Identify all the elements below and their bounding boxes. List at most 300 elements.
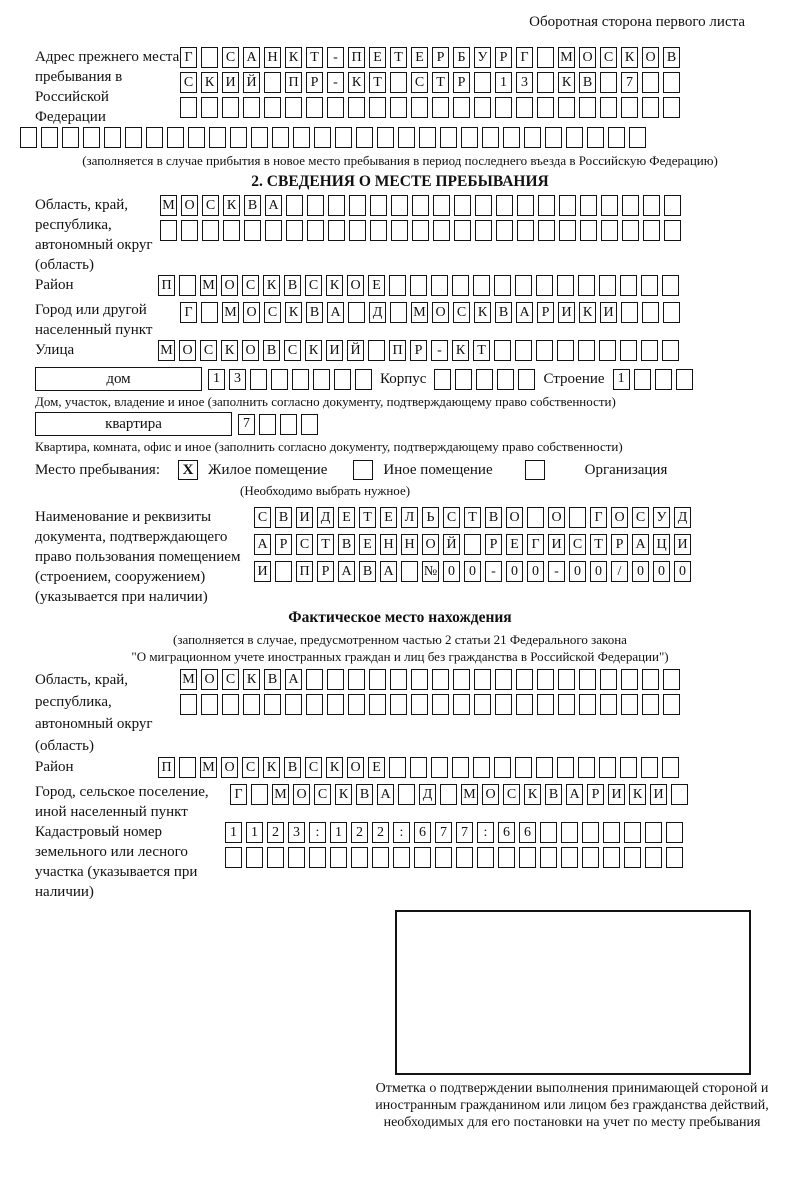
char-box[interactable] [167,127,184,148]
char-box[interactable] [62,127,79,148]
char-box[interactable] [222,97,239,118]
char-box[interactable] [474,694,491,715]
char-box[interactable]: А [254,534,271,555]
char-box[interactable] [401,561,418,582]
char-box[interactable] [288,847,305,868]
char-box[interactable]: С [254,507,271,528]
char-box[interactable] [557,340,574,361]
char-box[interactable] [474,97,491,118]
char-box[interactable] [246,847,263,868]
char-box[interactable]: Р [587,784,604,805]
char-box[interactable]: 1 [225,822,242,843]
char-box[interactable]: Р [306,72,323,93]
char-box[interactable] [536,275,553,296]
char-box[interactable]: Т [473,340,490,361]
char-box[interactable]: Г [230,784,247,805]
char-box[interactable]: М [200,275,217,296]
char-box[interactable]: 7 [238,414,255,435]
char-box[interactable] [370,220,387,241]
char-box[interactable]: О [242,340,259,361]
char-box[interactable] [473,275,490,296]
char-box[interactable] [600,694,617,715]
char-box[interactable] [412,220,429,241]
char-box[interactable] [495,694,512,715]
char-box[interactable] [454,195,471,216]
char-box[interactable]: 1 [495,72,512,93]
char-box[interactable]: К [558,72,575,93]
char-box[interactable] [634,369,651,390]
char-box[interactable] [160,220,177,241]
char-box[interactable] [578,275,595,296]
char-box[interactable]: С [632,507,649,528]
char-box[interactable] [265,220,282,241]
char-box[interactable]: 6 [414,822,431,843]
char-box[interactable] [621,302,638,323]
char-box[interactable]: В [306,302,323,323]
char-box[interactable] [223,220,240,241]
char-box[interactable]: М [158,340,175,361]
char-box[interactable]: П [158,275,175,296]
char-box[interactable] [537,97,554,118]
char-box[interactable]: Д [674,507,691,528]
char-box[interactable]: Д [369,302,386,323]
char-box[interactable] [179,757,196,778]
char-box[interactable]: В [485,507,502,528]
checkbox-residential[interactable]: X [178,460,198,480]
char-box[interactable] [600,669,617,690]
char-box[interactable] [348,669,365,690]
char-box[interactable] [272,127,289,148]
char-box[interactable]: У [653,507,670,528]
char-box[interactable]: В [663,47,680,68]
char-box[interactable] [663,72,680,93]
char-box[interactable] [348,97,365,118]
char-box[interactable] [328,220,345,241]
char-box[interactable] [642,669,659,690]
char-box[interactable]: Т [317,534,334,555]
char-box[interactable] [663,302,680,323]
char-box[interactable] [181,220,198,241]
char-box[interactable] [327,97,344,118]
char-box[interactable] [222,694,239,715]
char-box[interactable]: К [348,72,365,93]
char-box[interactable]: 0 [443,561,460,582]
char-box[interactable]: 3 [229,369,246,390]
char-box[interactable] [440,784,457,805]
char-box[interactable] [580,220,597,241]
char-box[interactable] [524,127,541,148]
char-box[interactable] [538,220,555,241]
char-box[interactable]: - [431,340,448,361]
char-box[interactable] [180,97,197,118]
char-box[interactable]: Д [317,507,334,528]
char-box[interactable] [559,220,576,241]
char-box[interactable]: 0 [569,561,586,582]
char-box[interactable]: К [221,340,238,361]
char-box[interactable] [621,669,638,690]
char-box[interactable] [515,340,532,361]
char-box[interactable] [432,97,449,118]
char-box[interactable]: К [629,784,646,805]
char-box[interactable] [453,694,470,715]
char-box[interactable]: В [545,784,562,805]
char-box[interactable] [455,369,472,390]
char-box[interactable] [666,847,683,868]
char-box[interactable]: С [305,757,322,778]
char-box[interactable] [624,822,641,843]
char-box[interactable] [434,369,451,390]
char-box[interactable]: О [347,275,364,296]
char-box[interactable]: С [222,47,239,68]
char-box[interactable] [561,847,578,868]
char-box[interactable] [264,72,281,93]
char-box[interactable] [411,97,428,118]
char-box[interactable] [582,822,599,843]
char-box[interactable] [391,220,408,241]
char-box[interactable] [540,822,557,843]
char-box[interactable] [601,195,618,216]
char-box[interactable] [201,47,218,68]
char-box[interactable]: А [377,784,394,805]
char-box[interactable] [475,220,492,241]
char-box[interactable]: К [223,195,240,216]
char-box[interactable] [545,127,562,148]
char-box[interactable] [414,847,431,868]
char-box[interactable] [301,414,318,435]
char-box[interactable] [537,669,554,690]
char-box[interactable] [275,561,292,582]
char-box[interactable]: А [338,561,355,582]
char-box[interactable]: 2 [351,822,368,843]
char-box[interactable] [474,72,491,93]
char-box[interactable] [328,195,345,216]
char-box[interactable]: Е [368,275,385,296]
char-box[interactable] [285,694,302,715]
char-box[interactable]: : [309,822,326,843]
char-box[interactable]: В [244,195,261,216]
char-box[interactable]: В [356,784,373,805]
char-box[interactable] [475,195,492,216]
char-box[interactable] [482,127,499,148]
char-box[interactable]: 0 [653,561,670,582]
char-box[interactable]: : [393,822,410,843]
char-box[interactable] [83,127,100,148]
char-box[interactable] [201,97,218,118]
char-box[interactable]: О [482,784,499,805]
char-box[interactable]: С [453,302,470,323]
char-box[interactable] [516,694,533,715]
char-box[interactable] [285,97,302,118]
char-box[interactable]: В [284,757,301,778]
char-box[interactable]: С [443,507,460,528]
char-box[interactable] [496,220,513,241]
char-box[interactable] [622,220,639,241]
char-box[interactable]: О [179,340,196,361]
char-box[interactable] [608,127,625,148]
char-box[interactable]: Д [419,784,436,805]
char-box[interactable]: О [432,302,449,323]
char-box[interactable]: С [242,275,259,296]
char-box[interactable]: С [314,784,331,805]
char-box[interactable] [642,72,659,93]
char-box[interactable] [370,195,387,216]
char-box[interactable]: П [348,47,365,68]
char-box[interactable] [264,694,281,715]
char-box[interactable] [440,127,457,148]
char-box[interactable]: Ц [653,534,670,555]
char-box[interactable]: Т [359,507,376,528]
char-box[interactable] [369,669,386,690]
char-box[interactable]: Й [243,72,260,93]
char-box[interactable] [433,220,450,241]
char-box[interactable] [390,694,407,715]
char-box[interactable] [558,669,575,690]
char-box[interactable]: К [243,669,260,690]
char-box[interactable] [432,669,449,690]
char-box[interactable] [41,127,58,148]
char-box[interactable]: Р [611,534,628,555]
char-box[interactable]: У [474,47,491,68]
char-box[interactable] [477,847,494,868]
char-box[interactable] [498,847,515,868]
char-box[interactable]: С [222,669,239,690]
char-box[interactable]: Р [410,340,427,361]
char-box[interactable] [313,369,330,390]
char-box[interactable]: М [200,757,217,778]
char-box[interactable] [390,97,407,118]
char-box[interactable]: И [222,72,239,93]
char-box[interactable] [368,340,385,361]
char-box[interactable] [645,822,662,843]
char-box[interactable] [411,669,428,690]
char-box[interactable]: П [389,340,406,361]
char-box[interactable]: О [221,275,238,296]
char-box[interactable] [663,694,680,715]
char-box[interactable]: И [600,302,617,323]
char-box[interactable] [389,757,406,778]
char-box[interactable]: А [243,47,260,68]
char-box[interactable]: 0 [674,561,691,582]
char-box[interactable]: П [158,757,175,778]
char-box[interactable] [517,195,534,216]
char-box[interactable] [620,757,637,778]
char-box[interactable]: В [579,72,596,93]
char-box[interactable] [515,757,532,778]
char-box[interactable] [464,534,481,555]
char-box[interactable] [327,669,344,690]
char-box[interactable] [578,757,595,778]
char-box[interactable] [389,275,406,296]
char-box[interactable] [495,97,512,118]
char-box[interactable] [496,195,513,216]
char-box[interactable]: Р [275,534,292,555]
char-box[interactable] [629,127,646,148]
char-box[interactable] [264,97,281,118]
char-box[interactable] [309,847,326,868]
char-box[interactable]: К [263,757,280,778]
char-box[interactable] [642,97,659,118]
char-box[interactable]: И [674,534,691,555]
char-box[interactable]: Т [390,47,407,68]
char-box[interactable] [453,97,470,118]
char-box[interactable]: Е [369,47,386,68]
char-box[interactable]: Е [411,47,428,68]
char-box[interactable]: В [359,561,376,582]
char-box[interactable] [327,694,344,715]
char-box[interactable] [267,847,284,868]
char-box[interactable]: М [461,784,478,805]
char-box[interactable]: В [338,534,355,555]
char-box[interactable] [390,669,407,690]
char-box[interactable] [335,127,352,148]
char-box[interactable]: : [477,822,494,843]
char-box[interactable] [642,694,659,715]
char-box[interactable] [410,275,427,296]
char-box[interactable]: - [548,561,565,582]
char-box[interactable]: К [579,302,596,323]
char-box[interactable] [664,220,681,241]
char-box[interactable] [201,694,218,715]
char-box[interactable]: И [254,561,271,582]
char-box[interactable]: Г [527,534,544,555]
char-box[interactable] [536,757,553,778]
char-box[interactable] [431,757,448,778]
char-box[interactable]: Е [338,507,355,528]
char-box[interactable] [377,127,394,148]
char-box[interactable]: К [285,302,302,323]
char-box[interactable] [621,694,638,715]
char-box[interactable] [518,369,535,390]
char-box[interactable] [620,340,637,361]
char-box[interactable] [435,847,452,868]
char-box[interactable]: 1 [330,822,347,843]
char-box[interactable] [243,694,260,715]
char-box[interactable] [125,127,142,148]
char-box[interactable]: С [284,340,301,361]
char-box[interactable]: 1 [613,369,630,390]
char-box[interactable] [645,847,662,868]
char-box[interactable] [393,847,410,868]
char-box[interactable] [349,220,366,241]
char-box[interactable]: М [160,195,177,216]
char-box[interactable]: И [558,302,575,323]
char-box[interactable]: / [611,561,628,582]
char-box[interactable]: 0 [506,561,523,582]
char-box[interactable]: В [495,302,512,323]
char-box[interactable]: Е [359,534,376,555]
char-box[interactable] [180,694,197,715]
char-box[interactable]: С [503,784,520,805]
char-box[interactable] [587,127,604,148]
char-box[interactable] [476,369,493,390]
char-box[interactable]: К [263,275,280,296]
char-box[interactable] [286,195,303,216]
char-box[interactable] [537,47,554,68]
char-box[interactable] [540,847,557,868]
char-box[interactable] [369,97,386,118]
char-box[interactable]: И [608,784,625,805]
char-box[interactable]: № [422,561,439,582]
char-box[interactable] [599,275,616,296]
char-box[interactable]: В [263,340,280,361]
char-box[interactable]: Н [264,47,281,68]
char-box[interactable]: Т [432,72,449,93]
char-box[interactable]: И [650,784,667,805]
char-box[interactable]: Г [516,47,533,68]
char-box[interactable]: 0 [464,561,481,582]
char-box[interactable] [537,72,554,93]
char-box[interactable] [519,847,536,868]
char-box[interactable] [495,669,512,690]
char-box[interactable] [349,195,366,216]
char-box[interactable] [334,369,351,390]
char-box[interactable] [202,220,219,241]
char-box[interactable]: 7 [621,72,638,93]
char-box[interactable]: Р [537,302,554,323]
char-box[interactable] [527,507,544,528]
char-box[interactable]: С [242,757,259,778]
char-box[interactable] [330,847,347,868]
char-box[interactable] [209,127,226,148]
char-box[interactable]: К [335,784,352,805]
char-box[interactable]: О [611,507,628,528]
char-box[interactable] [557,757,574,778]
char-box[interactable] [494,275,511,296]
char-box[interactable] [497,369,514,390]
char-box[interactable]: О [422,534,439,555]
char-box[interactable]: М [180,669,197,690]
char-box[interactable] [432,694,449,715]
char-box[interactable]: В [275,507,292,528]
char-box[interactable]: Е [506,534,523,555]
char-box[interactable] [641,275,658,296]
char-box[interactable] [398,127,415,148]
char-box[interactable]: О [243,302,260,323]
char-box[interactable]: С [600,47,617,68]
char-box[interactable]: А [380,561,397,582]
char-box[interactable]: С [296,534,313,555]
char-box[interactable]: О [506,507,523,528]
char-box[interactable] [314,127,331,148]
char-box[interactable]: И [326,340,343,361]
char-box[interactable]: 0 [527,561,544,582]
char-box[interactable]: К [201,72,218,93]
char-box[interactable] [356,127,373,148]
char-box[interactable] [517,220,534,241]
char-box[interactable] [225,847,242,868]
char-box[interactable] [230,127,247,148]
char-box[interactable]: П [296,561,313,582]
char-box[interactable] [286,220,303,241]
char-box[interactable]: А [516,302,533,323]
char-box[interactable] [579,694,596,715]
char-box[interactable] [259,414,276,435]
char-box[interactable] [292,369,309,390]
char-box[interactable]: 3 [516,72,533,93]
char-box[interactable] [503,127,520,148]
char-box[interactable]: Т [590,534,607,555]
char-box[interactable] [558,694,575,715]
char-box[interactable] [307,220,324,241]
char-box[interactable] [453,669,470,690]
char-box[interactable]: С [200,340,217,361]
char-box[interactable] [666,822,683,843]
char-box[interactable] [662,340,679,361]
char-box[interactable] [579,669,596,690]
char-box[interactable]: О [642,47,659,68]
char-box[interactable]: А [632,534,649,555]
char-box[interactable]: С [569,534,586,555]
